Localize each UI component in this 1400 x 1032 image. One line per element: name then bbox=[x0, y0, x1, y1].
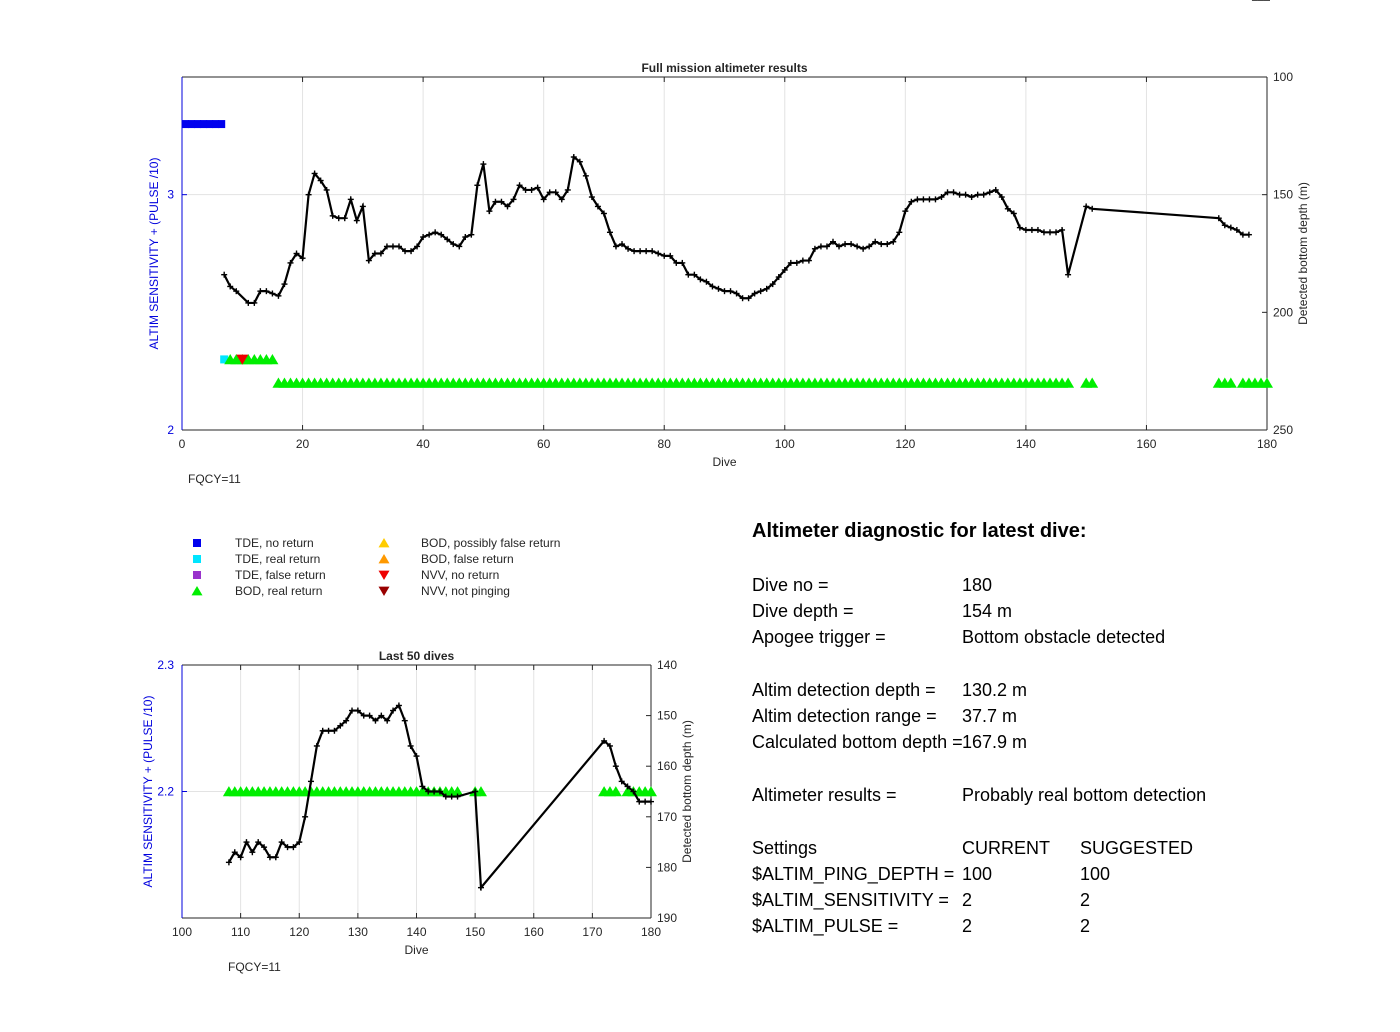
legend-swatch bbox=[193, 555, 201, 563]
chart-title: Last 50 dives bbox=[378, 649, 455, 663]
dive-depth-value: 154 m bbox=[962, 601, 1013, 621]
x-tick-label: 140 bbox=[1015, 437, 1036, 451]
tde-no-return-marker bbox=[200, 120, 207, 128]
x-tick-label: 80 bbox=[657, 437, 671, 451]
plot-area bbox=[182, 77, 1267, 430]
legend-label: BOD, possibly false return bbox=[421, 536, 561, 550]
fqcy-footnote: FQCY=11 bbox=[188, 472, 241, 486]
y-right-tick-label: 150 bbox=[1273, 187, 1294, 202]
pulse-current: 2 bbox=[962, 916, 973, 936]
x-tick-label: 130 bbox=[347, 925, 368, 939]
sensitivity-suggested: 2 bbox=[1080, 890, 1091, 910]
legend-label: TDE, false return bbox=[235, 568, 326, 582]
legend-label: NVV, not pinging bbox=[421, 584, 510, 598]
legend-swatch bbox=[193, 539, 201, 547]
chart-title: Full mission altimeter results bbox=[641, 61, 808, 75]
ping-depth-suggested: 100 bbox=[1080, 864, 1111, 884]
x-tick-label: 40 bbox=[416, 437, 430, 451]
y-left-tick-label: 3 bbox=[167, 187, 174, 202]
detection-depth-label: Altim detection depth = bbox=[752, 680, 936, 700]
legend-swatch bbox=[192, 586, 203, 595]
y-left-axis-label: ALTIM SENSITIVITY + (PULSE /10) bbox=[141, 695, 155, 888]
detection-depth-value: 130.2 m bbox=[962, 680, 1028, 700]
x-tick-label: 20 bbox=[295, 437, 310, 451]
dive-depth-label: Dive depth = bbox=[752, 601, 854, 621]
x-tick-label: 120 bbox=[895, 437, 916, 451]
diagnostic-title: Altimeter diagnostic for latest dive: bbox=[752, 520, 1087, 542]
settings-header-label: Settings bbox=[752, 838, 818, 858]
altimeter-results-value: Probably real bottom detection bbox=[962, 785, 1207, 805]
y-left-tick-label: 2.2 bbox=[157, 784, 174, 799]
sensitivity-label: $ALTIM_SENSITIVITY = bbox=[752, 890, 949, 910]
y-right-tick-label: 140 bbox=[657, 658, 678, 672]
ping-depth-current: 100 bbox=[962, 864, 993, 884]
y-right-axis-label: Detected bottom depth (m) bbox=[1296, 182, 1310, 325]
x-tick-label: 100 bbox=[774, 437, 795, 451]
altimeter-results-label: Altimeter results = bbox=[752, 785, 897, 805]
legend-label: BOD, real return bbox=[235, 584, 323, 598]
y-right-tick-label: 150 bbox=[657, 708, 678, 723]
tde-no-return-marker bbox=[194, 120, 201, 128]
detection-range-value: 37.7 m bbox=[962, 706, 1018, 726]
tde-no-return-marker bbox=[188, 120, 195, 128]
tde-no-return-marker bbox=[212, 120, 219, 128]
settings-header-current: CURRENT bbox=[962, 838, 1050, 858]
fqcy-footnote: FQCY=11 bbox=[228, 960, 281, 974]
x-axis-label: Dive bbox=[404, 943, 429, 957]
pulse-label: $ALTIM_PULSE = bbox=[752, 916, 899, 936]
sensitivity-current: 2 bbox=[962, 890, 973, 910]
x-axis-label: Dive bbox=[712, 455, 737, 469]
legend-swatch bbox=[379, 587, 390, 596]
y-left-tick-label: 2.3 bbox=[157, 658, 174, 672]
apogee-trigger-value: Bottom obstacle detected bbox=[962, 627, 1166, 647]
x-tick-label: 180 bbox=[1256, 437, 1278, 451]
y-right-tick-label: 250 bbox=[1273, 423, 1294, 437]
legend-label: NVV, no return bbox=[421, 568, 500, 582]
settings-header-suggested: SUGGESTED bbox=[1080, 838, 1194, 858]
x-tick-label: 180 bbox=[640, 925, 662, 939]
tde-no-return-marker bbox=[206, 120, 213, 128]
x-tick-label: 160 bbox=[523, 925, 544, 939]
y-left-axis-label: ALTIM SENSITIVITY + (PULSE /10) bbox=[147, 157, 161, 350]
y-right-tick-label: 190 bbox=[657, 911, 678, 925]
marker-legend bbox=[192, 536, 561, 598]
x-tick-label: 140 bbox=[406, 925, 427, 939]
legend-swatch bbox=[193, 571, 201, 579]
tde-no-return-marker bbox=[182, 120, 189, 128]
x-tick-label: 110 bbox=[231, 925, 251, 939]
legend-swatch bbox=[379, 538, 390, 547]
y-right-axis-label: Detected bottom depth (m) bbox=[680, 720, 694, 863]
y-right-tick-label: 170 bbox=[657, 809, 678, 824]
ping-depth-label: $ALTIM_PING_DEPTH = bbox=[752, 864, 955, 884]
y-right-tick-label: 200 bbox=[1273, 305, 1294, 320]
full-mission-chart bbox=[147, 0, 1310, 486]
y-right-tick-label: 100 bbox=[1273, 70, 1294, 84]
y-left-tick-label: 2 bbox=[167, 423, 174, 437]
apogee-trigger-label: Apogee trigger = bbox=[752, 627, 886, 647]
legend-label: TDE, no return bbox=[235, 536, 314, 550]
bottom-depth-label: Calculated bottom depth = bbox=[752, 732, 963, 752]
tde-no-return-marker bbox=[218, 120, 225, 128]
legend-swatch bbox=[379, 571, 390, 580]
x-tick-label: 120 bbox=[289, 925, 310, 939]
y-right-tick-label: 160 bbox=[657, 759, 678, 774]
x-tick-label: 60 bbox=[536, 437, 551, 451]
dive-no-label: Dive no = bbox=[752, 575, 829, 595]
last-50-dives-chart bbox=[141, 649, 694, 974]
legend-label: BOD, false return bbox=[421, 552, 514, 566]
dive-no-value: 180 bbox=[962, 575, 993, 595]
x-tick-label: 100 bbox=[171, 925, 193, 939]
x-tick-label: 170 bbox=[582, 925, 603, 939]
bottom-depth-value: 167.9 m bbox=[962, 732, 1028, 752]
legend-swatch bbox=[379, 554, 390, 563]
x-tick-label: 160 bbox=[1136, 437, 1157, 451]
x-tick-label: 0 bbox=[178, 437, 186, 451]
legend-label: TDE, real return bbox=[235, 552, 321, 566]
pulse-suggested: 2 bbox=[1080, 916, 1091, 936]
x-tick-label: 150 bbox=[465, 925, 486, 939]
detection-range-label: Altim detection range = bbox=[752, 706, 937, 726]
y-right-tick-label: 180 bbox=[657, 860, 678, 875]
